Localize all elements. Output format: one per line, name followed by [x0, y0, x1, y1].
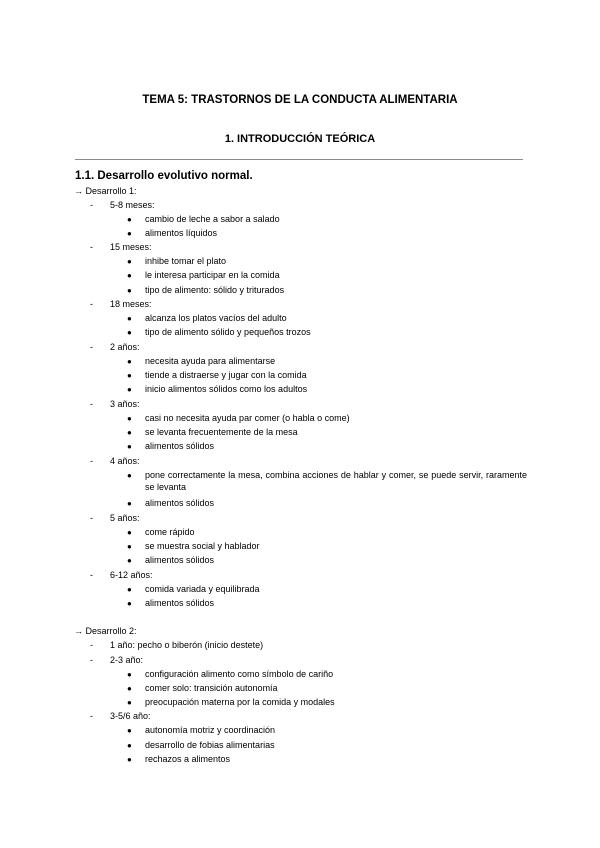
dash-marker: -	[90, 200, 93, 210]
bullet-icon: ●	[127, 528, 132, 537]
list-item: pone correctamente la mesa, combina acciones de hablar y comer, se puede servir, raramente se levanta	[145, 470, 527, 492]
bullet-icon: ●	[127, 755, 132, 764]
list-item: desarrollo de fobias alimentarias	[145, 740, 275, 750]
dash-marker: -	[90, 242, 93, 252]
list-item: alimentos sólidos	[145, 498, 215, 508]
bullet-icon: ●	[127, 684, 132, 693]
list-item: cambio de leche a sabor a salado	[145, 214, 280, 224]
bullet-icon: ●	[127, 741, 132, 750]
bullet-icon: ●	[127, 556, 132, 565]
dash-marker: -	[90, 513, 93, 523]
dash-marker: -	[90, 342, 93, 352]
list-item: comida variada y equilibrada	[145, 584, 260, 594]
list-item: autonomía motriz y coordinación	[145, 725, 276, 735]
list-item: inicio alimentos sólidos como los adultos	[145, 384, 308, 394]
age-label: 1 año: pecho o biberón (inicio destete)	[110, 640, 264, 650]
bullet-icon: ●	[127, 229, 132, 238]
desarrollo-2-label: → Desarrollo 2:	[74, 626, 137, 636]
bullet-icon: ●	[127, 314, 132, 323]
section-title: 1. INTRODUCCIÓN TEÓRICA	[224, 133, 376, 145]
list-item: se levanta frecuentemente de la mesa	[145, 427, 298, 437]
bullet-icon: ●	[127, 328, 132, 337]
list-item: se muestra social y hablador	[145, 541, 260, 551]
bullet-icon: ●	[127, 357, 132, 366]
list-item: le interesa participar en la comida	[145, 270, 280, 280]
dash-marker: -	[90, 640, 93, 650]
list-item: preocupación materna por la comida y modales	[145, 697, 335, 707]
bullet-icon: ●	[127, 670, 132, 679]
list-item: inhibe tomar el plato	[145, 256, 227, 266]
list-item: alimentos sólidos	[145, 555, 215, 565]
dash-marker: -	[90, 655, 93, 665]
age-label: 3-5/6 año:	[110, 711, 151, 721]
dash-marker: -	[90, 456, 93, 466]
list-item: tipo de alimento: sólido y triturados	[145, 285, 285, 295]
age-label: 2 años:	[110, 342, 140, 352]
list-item: alimentos sólidos	[145, 598, 215, 608]
bullet-icon: ●	[127, 286, 132, 295]
horizontal-rule	[75, 159, 523, 160]
bullet-icon: ●	[127, 471, 132, 480]
dash-marker: -	[90, 299, 93, 309]
bullet-icon: ●	[127, 726, 132, 735]
bullet-icon: ●	[127, 698, 132, 707]
bullet-icon: ●	[127, 542, 132, 551]
age-label: 4 años:	[110, 456, 140, 466]
desarrollo-1-label: → Desarrollo 1:	[74, 186, 137, 196]
dash-marker: -	[90, 399, 93, 409]
list-item: alimentos líquidos	[145, 228, 218, 238]
age-label: 6-12 años:	[110, 570, 153, 580]
age-label: 15 meses:	[110, 242, 152, 252]
age-label: 5 años:	[110, 513, 140, 523]
list-item: come rápido	[145, 527, 195, 537]
subsection-heading: 1.1. Desarrollo evolutivo normal.	[75, 170, 253, 182]
bullet-icon: ●	[127, 585, 132, 594]
bullet-icon: ●	[127, 428, 132, 437]
list-item: rechazos a alimentos	[145, 754, 231, 764]
age-label: 3 años:	[110, 399, 140, 409]
dash-marker: -	[90, 570, 93, 580]
list-item: alcanza los platos vacíos del adulto	[145, 313, 287, 323]
bullet-icon: ●	[127, 385, 132, 394]
list-item: alimentos sólidos	[145, 441, 215, 451]
age-label: 2-3 año:	[110, 655, 144, 665]
bullet-icon: ●	[127, 499, 132, 508]
bullet-icon: ●	[127, 271, 132, 280]
list-item: tipo de alimento sólido y pequeños trozos	[145, 327, 311, 337]
bullet-icon: ●	[127, 257, 132, 266]
list-item: tiende a distraerse y jugar con la comida	[145, 370, 307, 380]
list-item: necesita ayuda para alimentarse	[145, 356, 276, 366]
bullet-icon: ●	[127, 215, 132, 224]
document-title: TEMA 5: TRASTORNOS DE LA CONDUCTA ALIMENTARIA	[142, 94, 458, 106]
bullet-icon: ●	[127, 599, 132, 608]
list-item: configuración alimento como símbolo de cariño	[145, 669, 334, 679]
age-label: 5-8 meses:	[110, 200, 155, 210]
age-label: 18 meses:	[110, 299, 152, 309]
list-item: comer solo: transición autonomía	[145, 683, 278, 693]
bullet-icon: ●	[127, 414, 132, 423]
list-item: casi no necesita ayuda par comer (o habla o come)	[145, 413, 350, 423]
dash-marker: -	[90, 711, 93, 721]
bullet-icon: ●	[127, 371, 132, 380]
bullet-icon: ●	[127, 442, 132, 451]
